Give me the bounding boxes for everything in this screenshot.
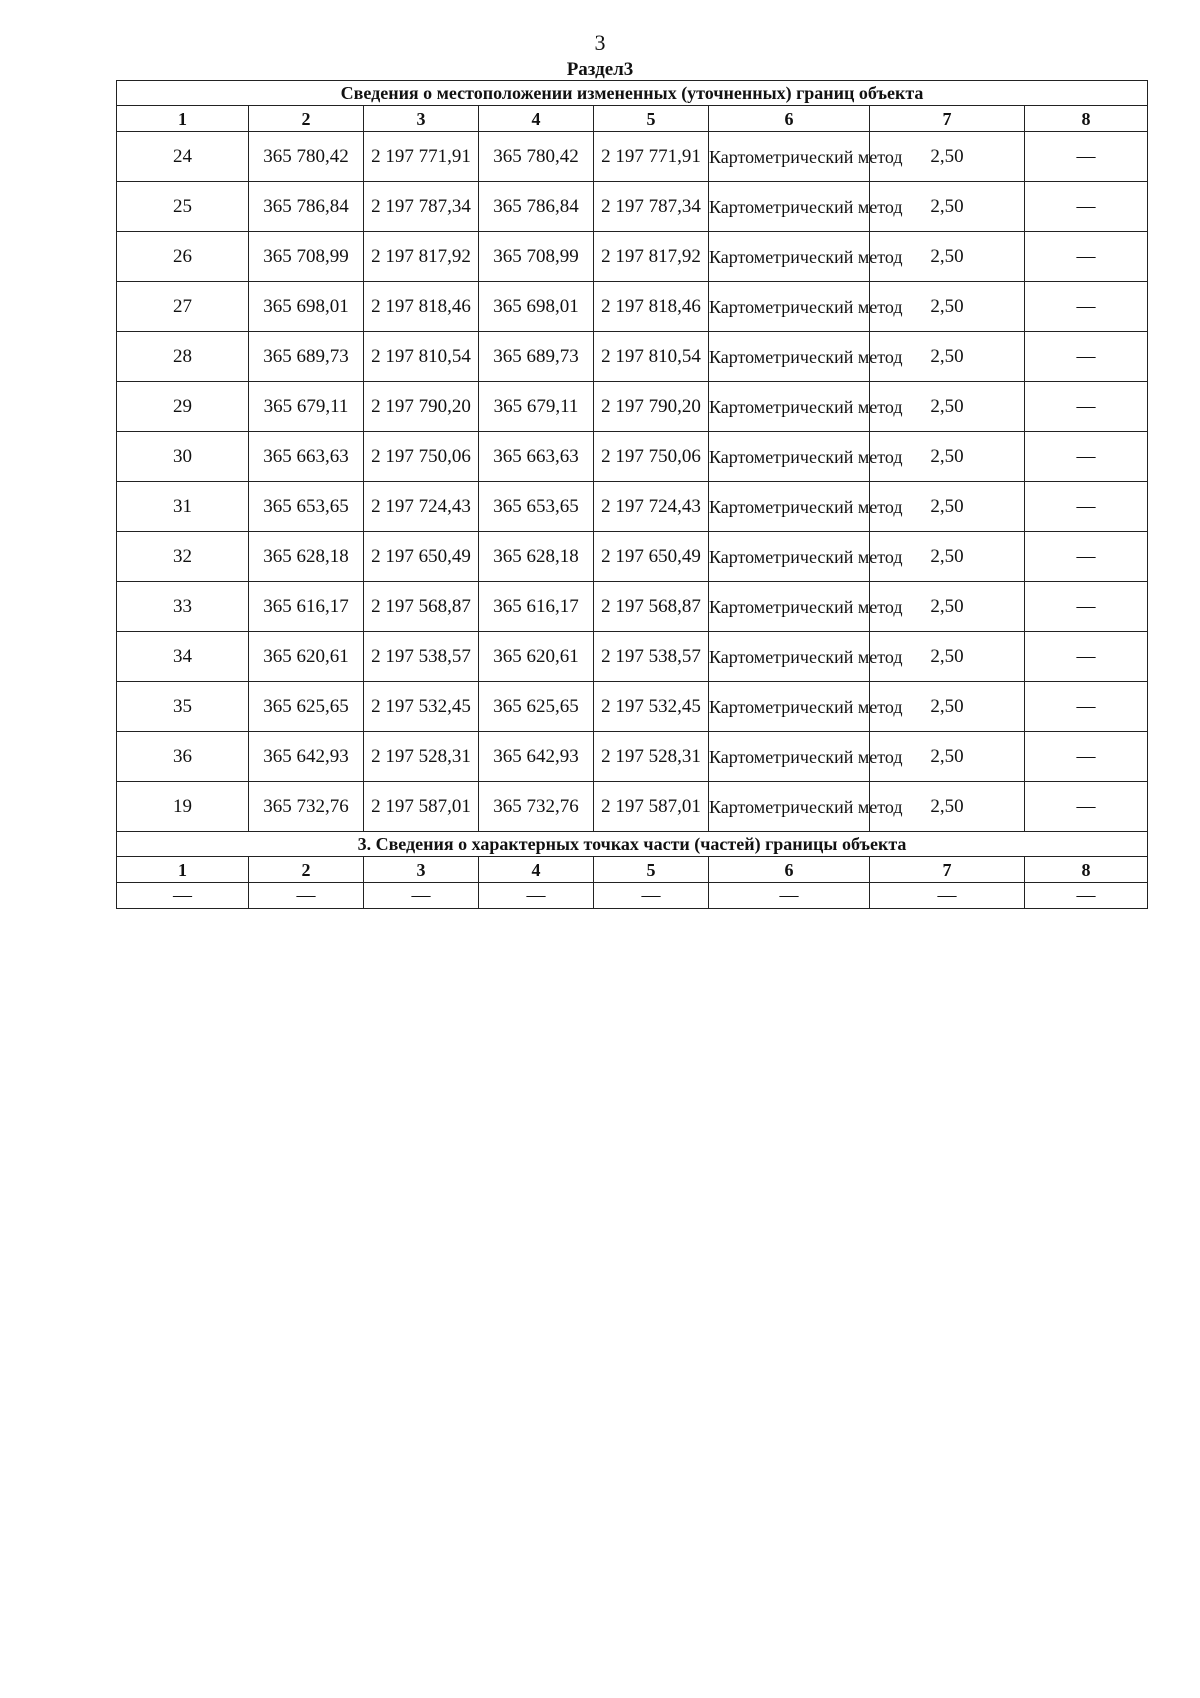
column-number: 2 [249,857,364,883]
point-number-cell: 32 [117,532,249,582]
subsection-header: 3. Сведения о характерных точках части (частей) границы объекта [117,832,1148,857]
point-number-cell: 34 [117,632,249,682]
column-number: 8 [1025,857,1148,883]
coordinate-y-refined-cell: 2 197 771,91 [594,132,709,182]
column-number: 3 [364,857,479,883]
accuracy-cell: 2,50 [870,432,1025,482]
table-row [117,532,1148,582]
note-cell: — [1025,382,1148,432]
empty-cell: — [117,883,249,909]
table-row [117,732,1148,782]
empty-cell: — [479,883,594,909]
coordinates-table [116,80,1148,909]
coordinate-y-existing-cell: 2 197 532,45 [364,682,479,732]
coordinate-y-existing-cell: 2 197 538,57 [364,632,479,682]
table-row [117,232,1148,282]
coordinate-x-refined-cell: 365 708,99 [479,232,594,282]
coordinate-y-refined-cell: 2 197 532,45 [594,682,709,732]
method-cell: Картометрический метод [709,132,870,182]
coordinate-x-existing-cell: 365 628,18 [249,532,364,582]
column-number: 8 [1025,106,1148,132]
coordinate-y-refined-cell: 2 197 538,57 [594,632,709,682]
point-number-cell: 33 [117,582,249,632]
coordinate-y-refined-cell: 2 197 750,06 [594,432,709,482]
column-number: 4 [479,857,594,883]
accuracy-cell: 2,50 [870,132,1025,182]
table-row [117,582,1148,632]
column-number: 4 [479,106,594,132]
note-cell: — [1025,582,1148,632]
column-number: 5 [594,857,709,883]
accuracy-cell: 2,50 [870,732,1025,782]
coordinate-y-existing-cell: 2 197 810,54 [364,332,479,382]
empty-cell: — [249,883,364,909]
coordinate-x-refined-cell: 365 786,84 [479,182,594,232]
coordinate-x-existing-cell: 365 625,65 [249,682,364,732]
note-cell: — [1025,332,1148,382]
coordinate-y-existing-cell: 2 197 568,87 [364,582,479,632]
table-row [117,282,1148,332]
table-row [117,482,1148,532]
point-number-cell: 35 [117,682,249,732]
coordinate-y-refined-cell: 2 197 724,43 [594,482,709,532]
note-cell: — [1025,482,1148,532]
column-number: 1 [117,106,249,132]
method-cell: Картометрический метод [709,282,870,332]
empty-cell: — [709,883,870,909]
point-number-cell: 25 [117,182,249,232]
coordinate-x-refined-cell: 365 689,73 [479,332,594,382]
note-cell: — [1025,182,1148,232]
coordinate-y-refined-cell: 2 197 650,49 [594,532,709,582]
accuracy-cell: 2,50 [870,582,1025,632]
coordinate-y-existing-cell: 2 197 750,06 [364,432,479,482]
coordinate-x-refined-cell: 365 642,93 [479,732,594,782]
accuracy-cell: 2,50 [870,332,1025,382]
coordinate-y-existing-cell: 2 197 787,34 [364,182,479,232]
coordinate-x-existing-cell: 365 689,73 [249,332,364,382]
coordinate-y-refined-cell: 2 197 810,54 [594,332,709,382]
coordinate-y-existing-cell: 2 197 587,01 [364,782,479,832]
coordinate-y-existing-cell: 2 197 528,31 [364,732,479,782]
column-number: 7 [870,106,1025,132]
point-number-cell: 29 [117,382,249,432]
coordinate-x-existing-cell: 365 642,93 [249,732,364,782]
accuracy-cell: 2,50 [870,282,1025,332]
coordinate-y-existing-cell: 2 197 790,20 [364,382,479,432]
table-row [117,132,1148,182]
accuracy-cell: 2,50 [870,532,1025,582]
note-cell: — [1025,282,1148,332]
coordinate-x-refined-cell: 365 616,17 [479,582,594,632]
coordinate-y-refined-cell: 2 197 528,31 [594,732,709,782]
accuracy-cell: 2,50 [870,782,1025,832]
accuracy-cell: 2,50 [870,232,1025,282]
coordinate-y-refined-cell: 2 197 568,87 [594,582,709,632]
coordinate-x-existing-cell: 365 620,61 [249,632,364,682]
empty-cell: — [364,883,479,909]
section-title: Раздел3 [566,59,634,80]
method-cell: Картометрический метод [709,382,870,432]
note-cell: — [1025,532,1148,582]
coordinate-x-refined-cell: 365 663,63 [479,432,594,482]
method-cell: Картометрический метод [709,732,870,782]
method-cell: Картометрический метод [709,432,870,482]
coordinate-x-existing-cell: 365 780,42 [249,132,364,182]
coordinate-x-existing-cell: 365 732,76 [249,782,364,832]
coordinate-x-existing-cell: 365 616,17 [249,582,364,632]
note-cell: — [1025,632,1148,682]
coordinate-y-existing-cell: 2 197 724,43 [364,482,479,532]
accuracy-cell: 2,50 [870,482,1025,532]
point-number-cell: 26 [117,232,249,282]
method-cell: Картометрический метод [709,232,870,282]
subsection-header-row [117,832,1148,857]
column-number: 3 [364,106,479,132]
column-number-row [117,106,1148,132]
table-row [117,682,1148,732]
coordinate-y-refined-cell: 2 197 790,20 [594,382,709,432]
section-header-row [117,81,1148,106]
method-cell: Картометрический метод [709,182,870,232]
note-cell: — [1025,782,1148,832]
page-number: 3 [594,30,606,55]
coordinate-y-existing-cell: 2 197 650,49 [364,532,479,582]
method-cell: Картометрический метод [709,782,870,832]
coordinate-x-existing-cell: 365 679,11 [249,382,364,432]
point-number-cell: 31 [117,482,249,532]
table-row [117,883,1148,909]
column-number: 5 [594,106,709,132]
subsection-column-number-row [117,857,1148,883]
note-cell: — [1025,132,1148,182]
table-row [117,782,1148,832]
accuracy-cell: 2,50 [870,182,1025,232]
coordinate-y-refined-cell: 2 197 587,01 [594,782,709,832]
column-number: 7 [870,857,1025,883]
coordinate-x-existing-cell: 365 663,63 [249,432,364,482]
coordinate-x-refined-cell: 365 679,11 [479,382,594,432]
method-cell: Картометрический метод [709,332,870,382]
coordinate-x-refined-cell: 365 653,65 [479,482,594,532]
coordinate-x-refined-cell: 365 628,18 [479,532,594,582]
coordinate-x-refined-cell: 365 732,76 [479,782,594,832]
coordinate-x-refined-cell: 365 780,42 [479,132,594,182]
section-header: Сведения о местоположении измененных (уточненных) границ объекта [117,81,1148,106]
empty-cell: — [594,883,709,909]
point-number-cell: 19 [117,782,249,832]
column-number: 1 [117,857,249,883]
column-number: 2 [249,106,364,132]
coordinate-x-existing-cell: 365 653,65 [249,482,364,532]
point-number-cell: 28 [117,332,249,382]
table-row [117,432,1148,482]
method-cell: Картометрический метод [709,482,870,532]
note-cell: — [1025,232,1148,282]
accuracy-cell: 2,50 [870,682,1025,732]
method-cell: Картометрический метод [709,582,870,632]
coordinate-y-existing-cell: 2 197 818,46 [364,282,479,332]
coordinate-y-existing-cell: 2 197 771,91 [364,132,479,182]
table-row [117,632,1148,682]
coordinate-y-existing-cell: 2 197 817,92 [364,232,479,282]
method-cell: Картометрический метод [709,682,870,732]
empty-cell: — [1025,883,1148,909]
coordinate-y-refined-cell: 2 197 817,92 [594,232,709,282]
table-row [117,332,1148,382]
empty-cell: — [870,883,1025,909]
coordinate-x-existing-cell: 365 786,84 [249,182,364,232]
coordinate-x-refined-cell: 365 625,65 [479,682,594,732]
method-cell: Картометрический метод [709,532,870,582]
table-row [117,382,1148,432]
coordinate-y-refined-cell: 2 197 787,34 [594,182,709,232]
coordinate-x-refined-cell: 365 698,01 [479,282,594,332]
column-number: 6 [709,106,870,132]
coordinate-x-existing-cell: 365 708,99 [249,232,364,282]
column-number: 6 [709,857,870,883]
point-number-cell: 36 [117,732,249,782]
point-number-cell: 24 [117,132,249,182]
point-number-cell: 30 [117,432,249,482]
accuracy-cell: 2,50 [870,382,1025,432]
point-number-cell: 27 [117,282,249,332]
table-row [117,182,1148,232]
note-cell: — [1025,432,1148,482]
accuracy-cell: 2,50 [870,632,1025,682]
coordinates-table-body [117,81,1148,909]
coordinate-y-refined-cell: 2 197 818,46 [594,282,709,332]
method-cell: Картометрический метод [709,632,870,682]
note-cell: — [1025,682,1148,732]
note-cell: — [1025,732,1148,782]
coordinate-x-refined-cell: 365 620,61 [479,632,594,682]
coordinate-x-existing-cell: 365 698,01 [249,282,364,332]
